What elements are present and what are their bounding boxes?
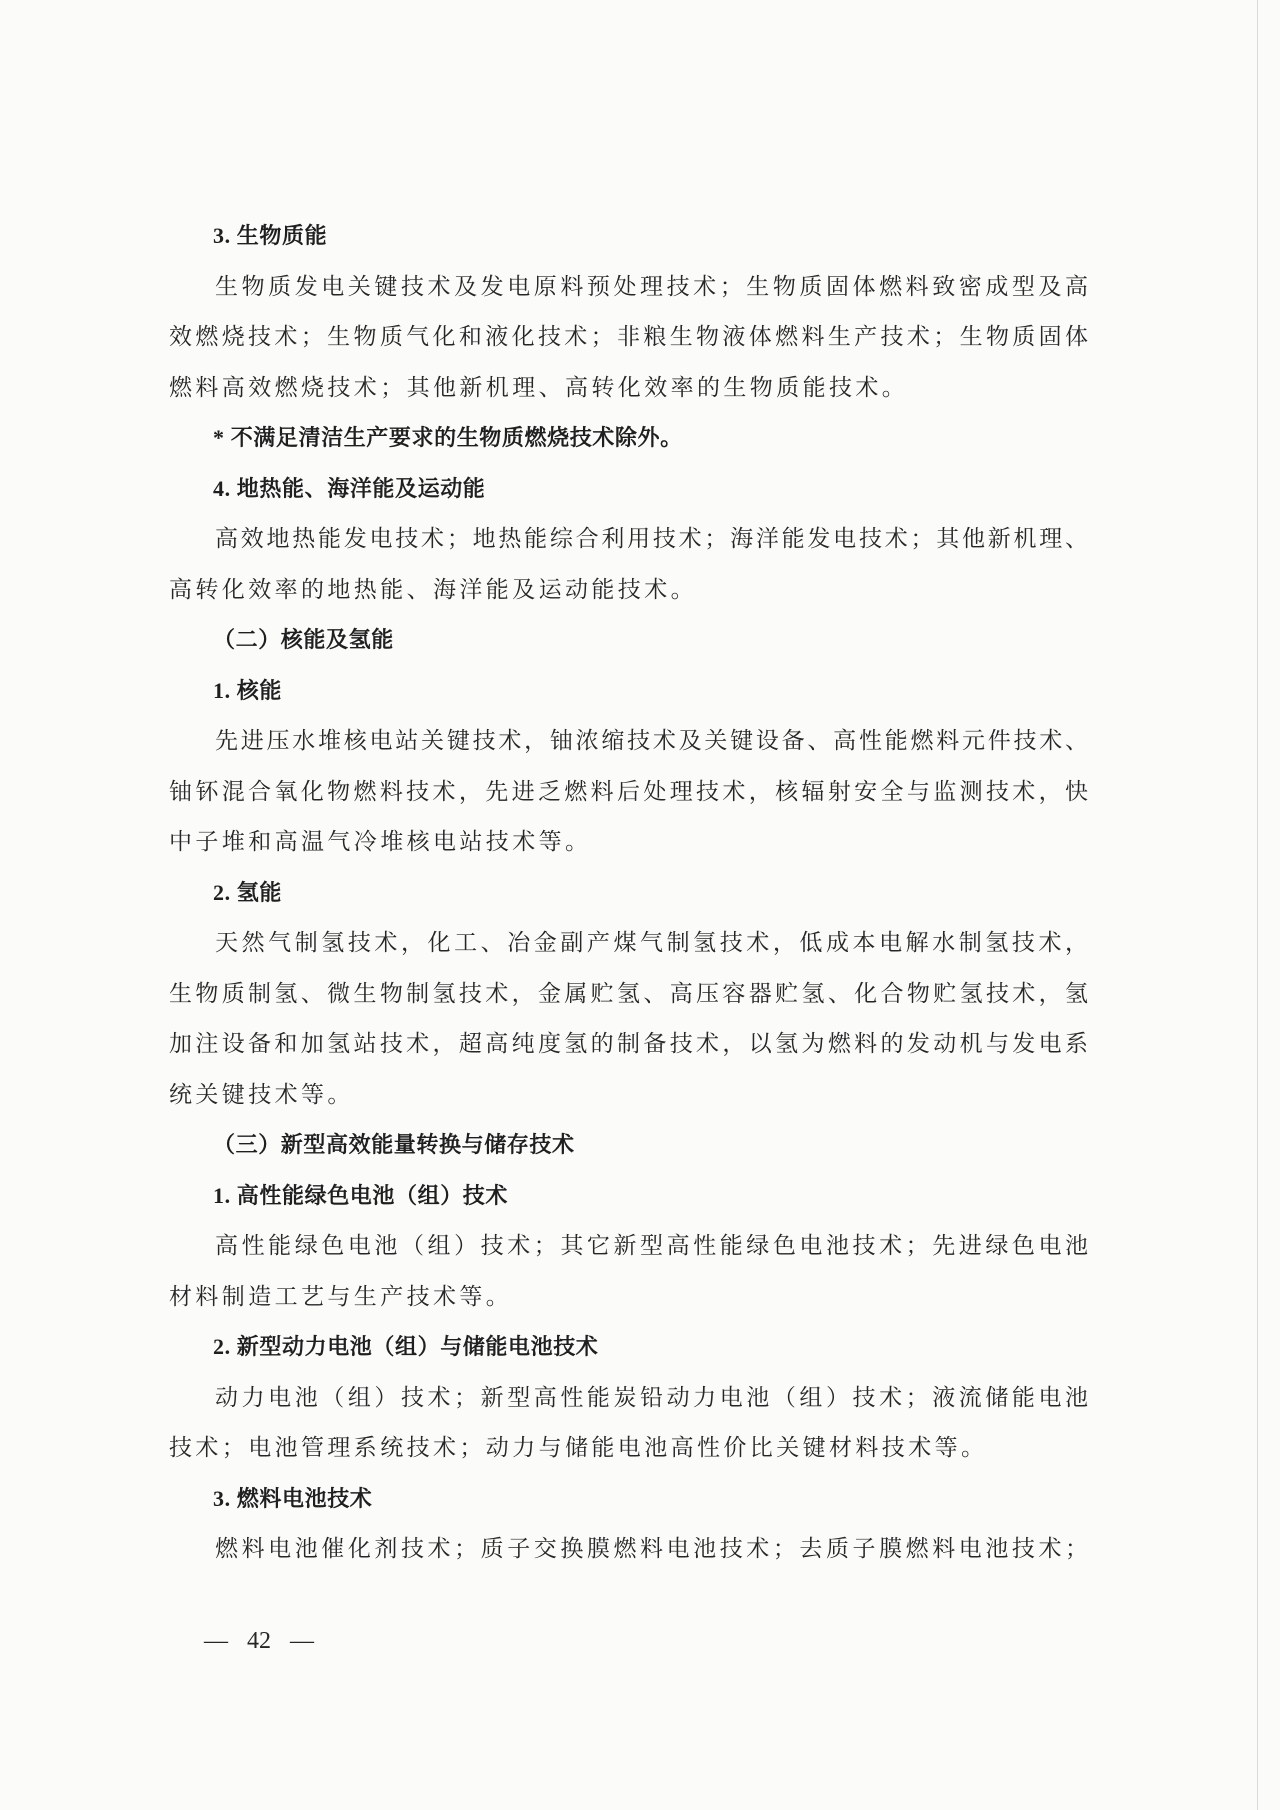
paragraph-line: 天然气制氢技术，化工、冶金副产煤气制氢技术，低成本电解水制氢技术， bbox=[215, 930, 1088, 955]
exclusion-note: * 不满足清洁生产要求的生物质燃烧技术除外。 bbox=[213, 425, 683, 450]
chapter-heading: （二）核能及氢能 bbox=[213, 627, 394, 652]
paragraph-line: 高效地热能发电技术；地热能综合利用技术；海洋能发电技术；其他新机理、 bbox=[215, 526, 1088, 551]
paragraph-line: 燃料电池催化剂技术；质子交换膜燃料电池技术；去质子膜燃料电池技术； bbox=[215, 1536, 1088, 1561]
paragraph-line: 高性能绿色电池（组）技术；其它新型高性能绿色电池技术；先进绿色电池 bbox=[215, 1233, 1088, 1258]
paragraph-line: 加注设备和加氢站技术，超高纯度氢的制备技术，以氢为燃料的发动机与发电系 bbox=[169, 1031, 1088, 1056]
paragraph-line: 动力电池（组）技术；新型高性能炭铅动力电池（组）技术；液流储能电池 bbox=[215, 1384, 1088, 1410]
paragraph-line: 效燃烧技术；生物质气化和液化技术；非粮生物液体燃料生产技术；生物质固体 bbox=[169, 324, 1088, 349]
paragraph-line: 高转化效率的地热能、海洋能及运动能技术。 bbox=[169, 576, 697, 602]
page-number: — 42 — bbox=[204, 1628, 314, 1654]
paragraph-line: 中子堆和高温气冷堆核电站技术等。 bbox=[169, 829, 592, 854]
chapter-heading: （三）新型高效能量转换与储存技术 bbox=[213, 1132, 575, 1157]
paragraph-line: 先进压水堆核电站关键技术，铀浓缩技术及关键设备、高性能燃料元件技术、 bbox=[215, 728, 1088, 753]
paragraph-line: 铀钚混合氧化物燃料技术，先进乏燃料后处理技术，核辐射安全与监测技术，快 bbox=[169, 778, 1088, 804]
paragraph-line: 技术；电池管理系统技术；动力与储能电池高性价比关键材料技术等。 bbox=[169, 1435, 988, 1460]
paragraph-line: 生物质发电关键技术及发电原料预处理技术；生物质固体燃料致密成型及高 bbox=[215, 273, 1088, 299]
paragraph-line: 生物质制氢、微生物制氢技术，金属贮氢、高压容器贮氢、化合物贮氢技术，氢 bbox=[169, 980, 1088, 1006]
section-heading: 3. 燃料电池技术 bbox=[213, 1485, 373, 1511]
paragraph-line: 燃料高效燃烧技术；其他新机理、高转化效率的生物质能技术。 bbox=[169, 374, 909, 400]
section-heading: 1. 高性能绿色电池（组）技术 bbox=[213, 1182, 509, 1208]
section-heading: 2. 新型动力电池（组）与储能电池技术 bbox=[213, 1334, 599, 1359]
paragraph-line: 材料制造工艺与生产技术等。 bbox=[169, 1283, 513, 1309]
document-body bbox=[0, 211, 1280, 1575]
section-heading: 1. 核能 bbox=[213, 677, 283, 703]
section-heading: 4. 地热能、海洋能及运动能 bbox=[213, 475, 486, 501]
section-heading: 3. 生物质能 bbox=[213, 223, 328, 248]
paragraph-line: 统关键技术等。 bbox=[169, 1081, 354, 1107]
section-heading: 2. 氢能 bbox=[213, 879, 283, 905]
